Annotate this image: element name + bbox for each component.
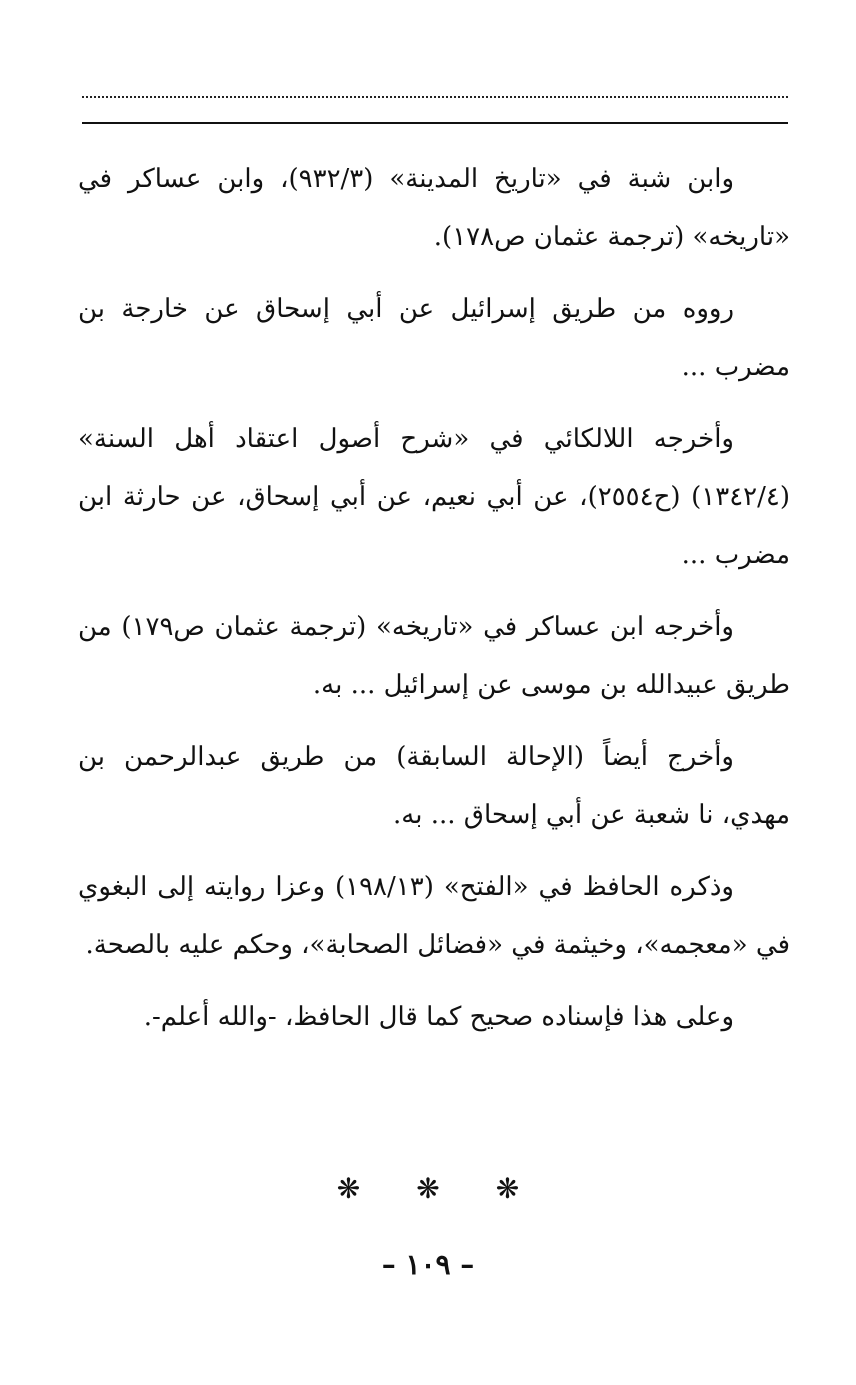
asterisk-icon: ❋ [495,1172,520,1205]
header-rule [82,122,788,124]
header-dotted-line [82,68,788,98]
paragraph-4: وأخرجه ابن عساكر في «تاريخه» (ترجمة عثمان ص١٧٩) من طريق عبيدالله بن موسى عن إسرائيل ... به. [78,612,790,700]
paragraph-6: وذكره الحافظ في «الفتح» (١٩٨/١٣) وعزا روايته إلى البغوي في «معجمه»، وخيثمة في «فضائل الصحابة»، وحكم عليه بالصحة. [78,872,790,960]
asterisk-icon: ❋ [416,1172,440,1205]
paragraph-5: وأخرج أيضاً (الإحالة السابقة) من طريق عبدالرحمن بن مهدي، نا شعبة عن أبي إسحاق ... به. [78,742,790,830]
paragraph-2: رووه من طريق إسرائيل عن أبي إسحاق عن خارجة بن مضرب ... [78,294,790,382]
paragraph-7: وعلى هذا فإسناده صحيح كما قال الحافظ، -والله أعلم-. [143,1002,734,1032]
asterisk-icon: ❋ [336,1172,361,1205]
section-separator [0,1172,856,1205]
page-number: – ١٠٩ – [381,1248,475,1281]
page-body [78,150,790,1060]
paragraph-3: وأخرجه اللالكائي في «شرح أصول اعتقاد أهل السنة» (١٣٤٢/٤) (ح٢٥٥٤)، عن أبي نعيم، عن أبي إسحاق، عن حارثة ابن مضرب ... [78,424,791,570]
paragraph-1: وابن شبة في «تاريخ المدينة» (٩٣٢/٣)، وابن عساكر في «تاريخه» (ترجمة عثمان ص١٧٨). [78,164,790,252]
